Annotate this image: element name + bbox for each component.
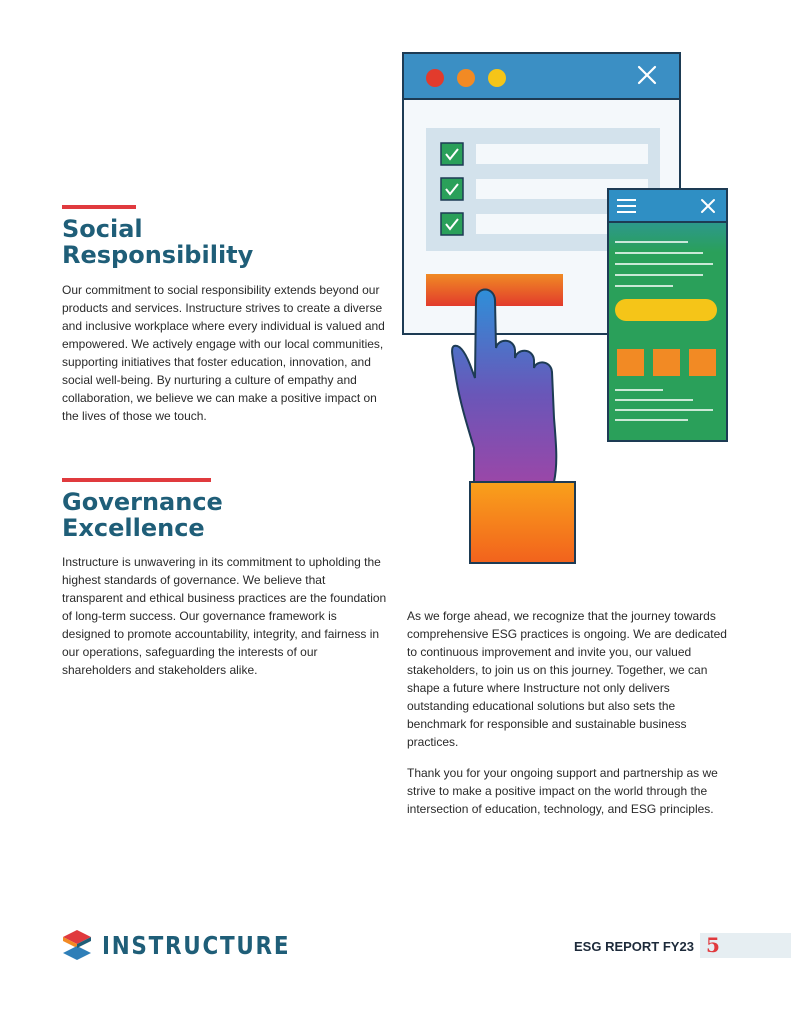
section-rule-governance xyxy=(62,478,211,482)
social-heading xyxy=(62,216,253,268)
closing-paragraph-2: Thank you for your ongoing support and partnership as we strive to make a positive impact on the world through the intersection of education, technology, and ESG principles. xyxy=(407,766,718,816)
social-body: Our commitment to social responsibility extends beyond our products and services. Instructure strives to create a diverse and inclusive workplace where every individual is valued and empowered. We actively engage with our local communities, supporting initiatives that foster education, innovation, and social well-being. By nurturing a culture of empathy and collaboration, we believe we can make a positive impact on the lives of those we touch. xyxy=(62,283,385,423)
sleeve xyxy=(470,482,575,563)
side-panel-window xyxy=(608,189,727,441)
governance-heading-line2: Excellence xyxy=(62,514,205,542)
page-number: 5 xyxy=(706,933,720,957)
governance-heading-line1: Governance xyxy=(62,488,223,516)
social-heading-line1: Social xyxy=(62,215,143,243)
closing-paragraph-1: As we forge ahead, we recognize that the journey towards comprehensive ESG practices is ongoing. We are dedicated to continuous improvement and invite you, our valued stakeholders, to join us on this journey. Together, we can shape a future where Instructure not only delivers outstanding educational solutions but also sets the benchmark for responsible and sustainable business practices. xyxy=(407,609,727,749)
illustration-hand-clicking-ui xyxy=(398,48,733,568)
report-label: ESG REPORT FY23 xyxy=(574,939,694,954)
governance-body: Instructure is unwavering in its commitment to upholding the highest standards of governance. We believe that transparent and ethical business practices are the foundation of long-term success. Our governance framework is designed to promote accountability, integrity, and fairness in our operations, safeguarding the interests of our shareholders and stakeholders alike. xyxy=(62,555,387,677)
section-rule-social xyxy=(62,205,136,209)
logo-wordmark: INSTRUCTURE xyxy=(102,930,291,960)
logo-mark-icon xyxy=(62,929,92,961)
instructure-logo xyxy=(62,929,321,961)
social-heading-line2: Responsibility xyxy=(62,241,254,269)
governance-heading xyxy=(62,489,223,541)
